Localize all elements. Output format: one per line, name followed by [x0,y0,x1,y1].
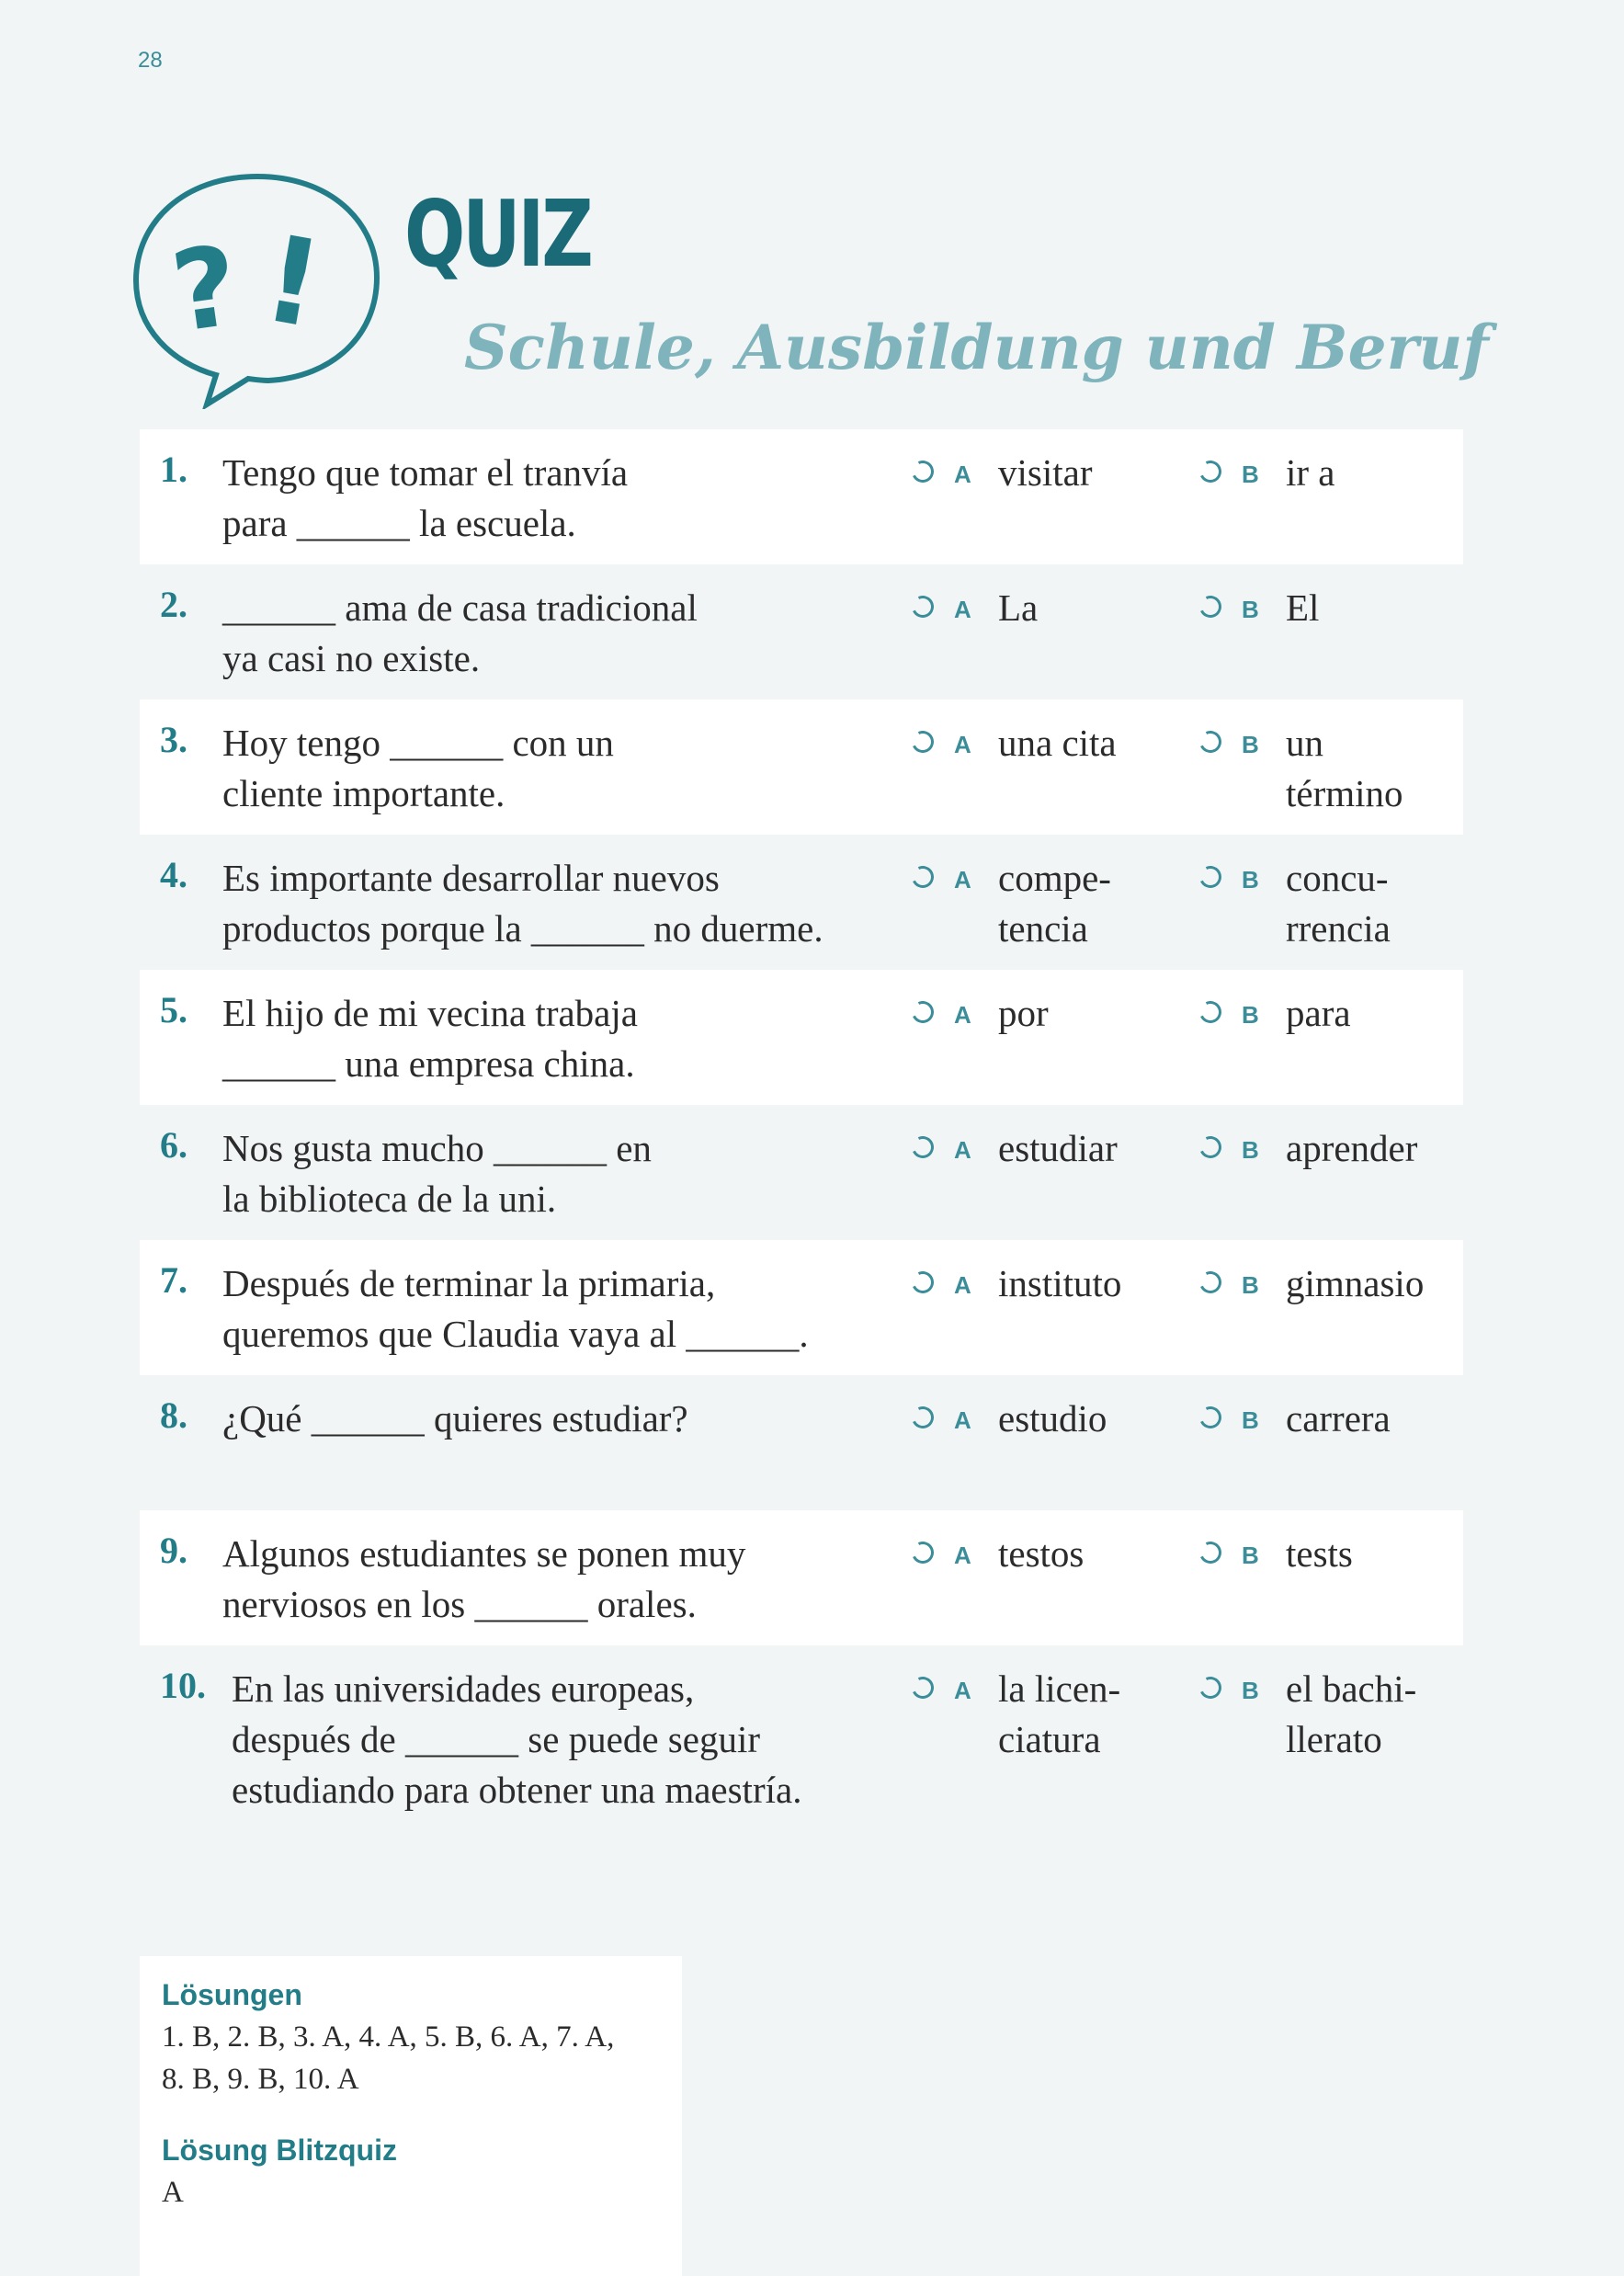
option-letter: A [954,1271,971,1299]
option-text: ir a [1286,451,1335,494]
blitzquiz-heading: Lösung Blitzquiz [162,2134,397,2167]
option-letter: A [954,866,971,893]
radio-circle-icon[interactable] [909,1404,937,1432]
option-letter: A [954,1677,971,1704]
question-text: Tengo que tomar el tranvía para ______ la escuela. [222,451,629,544]
question-number: 6. [160,1124,187,1166]
question-row [140,835,1463,970]
option-a[interactable] [912,1394,1173,1444]
radio-circle-icon[interactable] [1197,593,1225,621]
radio-circle-icon[interactable] [909,728,937,757]
question-number: 8. [160,1394,187,1436]
question-text: Algunos estudiantes se ponen muy nerviosos en los ______ orales. [222,1532,746,1625]
question-number: 2. [160,584,187,625]
question-text: El hijo de mi vecina trabaja ______ una empresa china. [222,992,638,1085]
option-a[interactable] [912,1123,1173,1174]
question-number: 3. [160,719,187,760]
option-letter: A [954,731,971,758]
radio-circle-icon[interactable] [909,1133,937,1162]
question-text: En las universidades europeas, después de ______ se puede seguir estudiando para obtener una maestría. [232,1667,802,1811]
radio-circle-icon[interactable] [1197,1674,1225,1702]
blitzquiz-answer: A [162,2176,184,2209]
radio-circle-icon[interactable] [1197,998,1225,1027]
option-text: una cita [998,722,1117,764]
radio-circle-icon[interactable] [909,593,937,621]
option-text: visitar [998,451,1093,494]
option-b[interactable] [1199,1258,1460,1309]
question-number: 7. [160,1259,187,1301]
option-a[interactable] [912,853,1173,954]
option-text: tests [1286,1532,1353,1575]
option-text: compe- tencia [998,857,1111,950]
option-letter: A [954,1001,971,1029]
radio-circle-icon[interactable] [909,1269,937,1297]
option-a[interactable] [912,448,1173,498]
answers-text: 1. B, 2. B, 3. A, 4. A, 5. B, 6. A, 7. A, 8. B, 9. B, 10. A [162,2020,615,2096]
answers-box [140,1956,682,2276]
option-letter: B [1242,1542,1259,1569]
question-list [140,429,1463,1829]
question-row [140,1240,1463,1375]
question-number: 4. [160,854,187,895]
page-number: 28 [138,48,163,73]
option-text: aprender [1286,1127,1418,1169]
option-text: La [998,586,1039,629]
option-text: estudio [998,1397,1107,1440]
radio-circle-icon[interactable] [909,1674,937,1702]
question-text: ______ ama de casa tradicional ya casi no existe. [222,586,698,679]
option-text: para [1286,992,1351,1034]
option-a[interactable] [912,718,1173,768]
radio-circle-icon[interactable] [1197,1269,1225,1297]
question-row [140,700,1463,835]
option-a[interactable] [912,1529,1173,1579]
option-letter: B [1242,1271,1259,1299]
option-b[interactable] [1199,853,1460,954]
option-letter: B [1242,866,1259,893]
option-text: concu- rrencia [1286,857,1391,950]
question-number: 1. [160,449,187,490]
option-a[interactable] [912,1664,1173,1765]
option-letter: A [954,1406,971,1434]
option-letter: B [1242,461,1259,488]
radio-circle-icon[interactable] [1197,863,1225,892]
question-number: 10. [160,1665,206,1706]
option-a[interactable] [912,1258,1173,1309]
option-letter: B [1242,596,1259,623]
question-text: ¿Qué ______ quieres estudiar? [222,1397,688,1440]
option-letter: B [1242,1136,1259,1164]
option-a[interactable] [912,988,1173,1039]
svg-text:?: ? [165,222,246,358]
option-letter: A [954,461,971,488]
question-number: 9. [160,1530,187,1571]
radio-circle-icon[interactable] [909,458,937,486]
option-text: carrera [1286,1397,1391,1440]
option-b[interactable] [1199,718,1460,819]
option-letter: A [954,1542,971,1569]
option-b[interactable] [1199,1529,1460,1579]
option-b[interactable] [1199,583,1460,633]
option-text: por [998,992,1049,1034]
option-letter: A [954,596,971,623]
option-letter: B [1242,1677,1259,1704]
question-text: Hoy tengo ______ con un cliente importante. [222,722,614,814]
radio-circle-icon[interactable] [1197,458,1225,486]
question-row [140,1105,1463,1240]
answers-heading: Lösungen [162,1978,302,2011]
option-text: instituto [998,1262,1122,1304]
radio-circle-icon[interactable] [909,863,937,892]
option-text: testos [998,1532,1085,1575]
option-letter: B [1242,1001,1259,1029]
option-a[interactable] [912,583,1173,633]
quiz-title: QUIZ [404,180,591,288]
option-b[interactable] [1199,1394,1460,1444]
svg-text:!: ! [254,208,333,356]
radio-circle-icon[interactable] [1197,1404,1225,1432]
question-row [140,564,1463,700]
question-text: Es importante desarrollar nuevos productos porque la ______ no duerme. [222,857,823,950]
option-letter: B [1242,731,1259,758]
option-letter: A [954,1136,971,1164]
radio-circle-icon[interactable] [1197,728,1225,757]
option-text: un término [1286,722,1403,814]
question-row [140,429,1463,564]
option-b[interactable] [1199,988,1460,1039]
option-letter: B [1242,1406,1259,1434]
speech-bubble-icon [129,165,386,409]
option-text: gimnasio [1286,1262,1425,1304]
question-row [140,1510,1463,1645]
option-b[interactable] [1199,1123,1460,1174]
option-b[interactable] [1199,448,1460,498]
question-row [140,1375,1463,1510]
radio-circle-icon[interactable] [1197,1133,1225,1162]
question-number: 5. [160,989,187,1030]
option-text: el bachi- llerato [1286,1667,1417,1760]
option-text: El [1286,586,1320,629]
question-row [140,970,1463,1105]
option-text: estudiar [998,1127,1118,1169]
option-text: la licen- ciatura [998,1667,1121,1760]
radio-circle-icon[interactable] [909,1539,937,1567]
question-row [140,1645,1463,1829]
question-text: Nos gusta mucho ______ en la biblioteca de la uni. [222,1127,652,1220]
option-b[interactable] [1199,1664,1460,1765]
question-text: Después de terminar la primaria, queremos que Claudia vaya al ______. [222,1262,809,1355]
radio-circle-icon[interactable] [909,998,937,1027]
quiz-subtitle: Schule, Ausbildung und Beruf [464,312,1489,383]
radio-circle-icon[interactable] [1197,1539,1225,1567]
